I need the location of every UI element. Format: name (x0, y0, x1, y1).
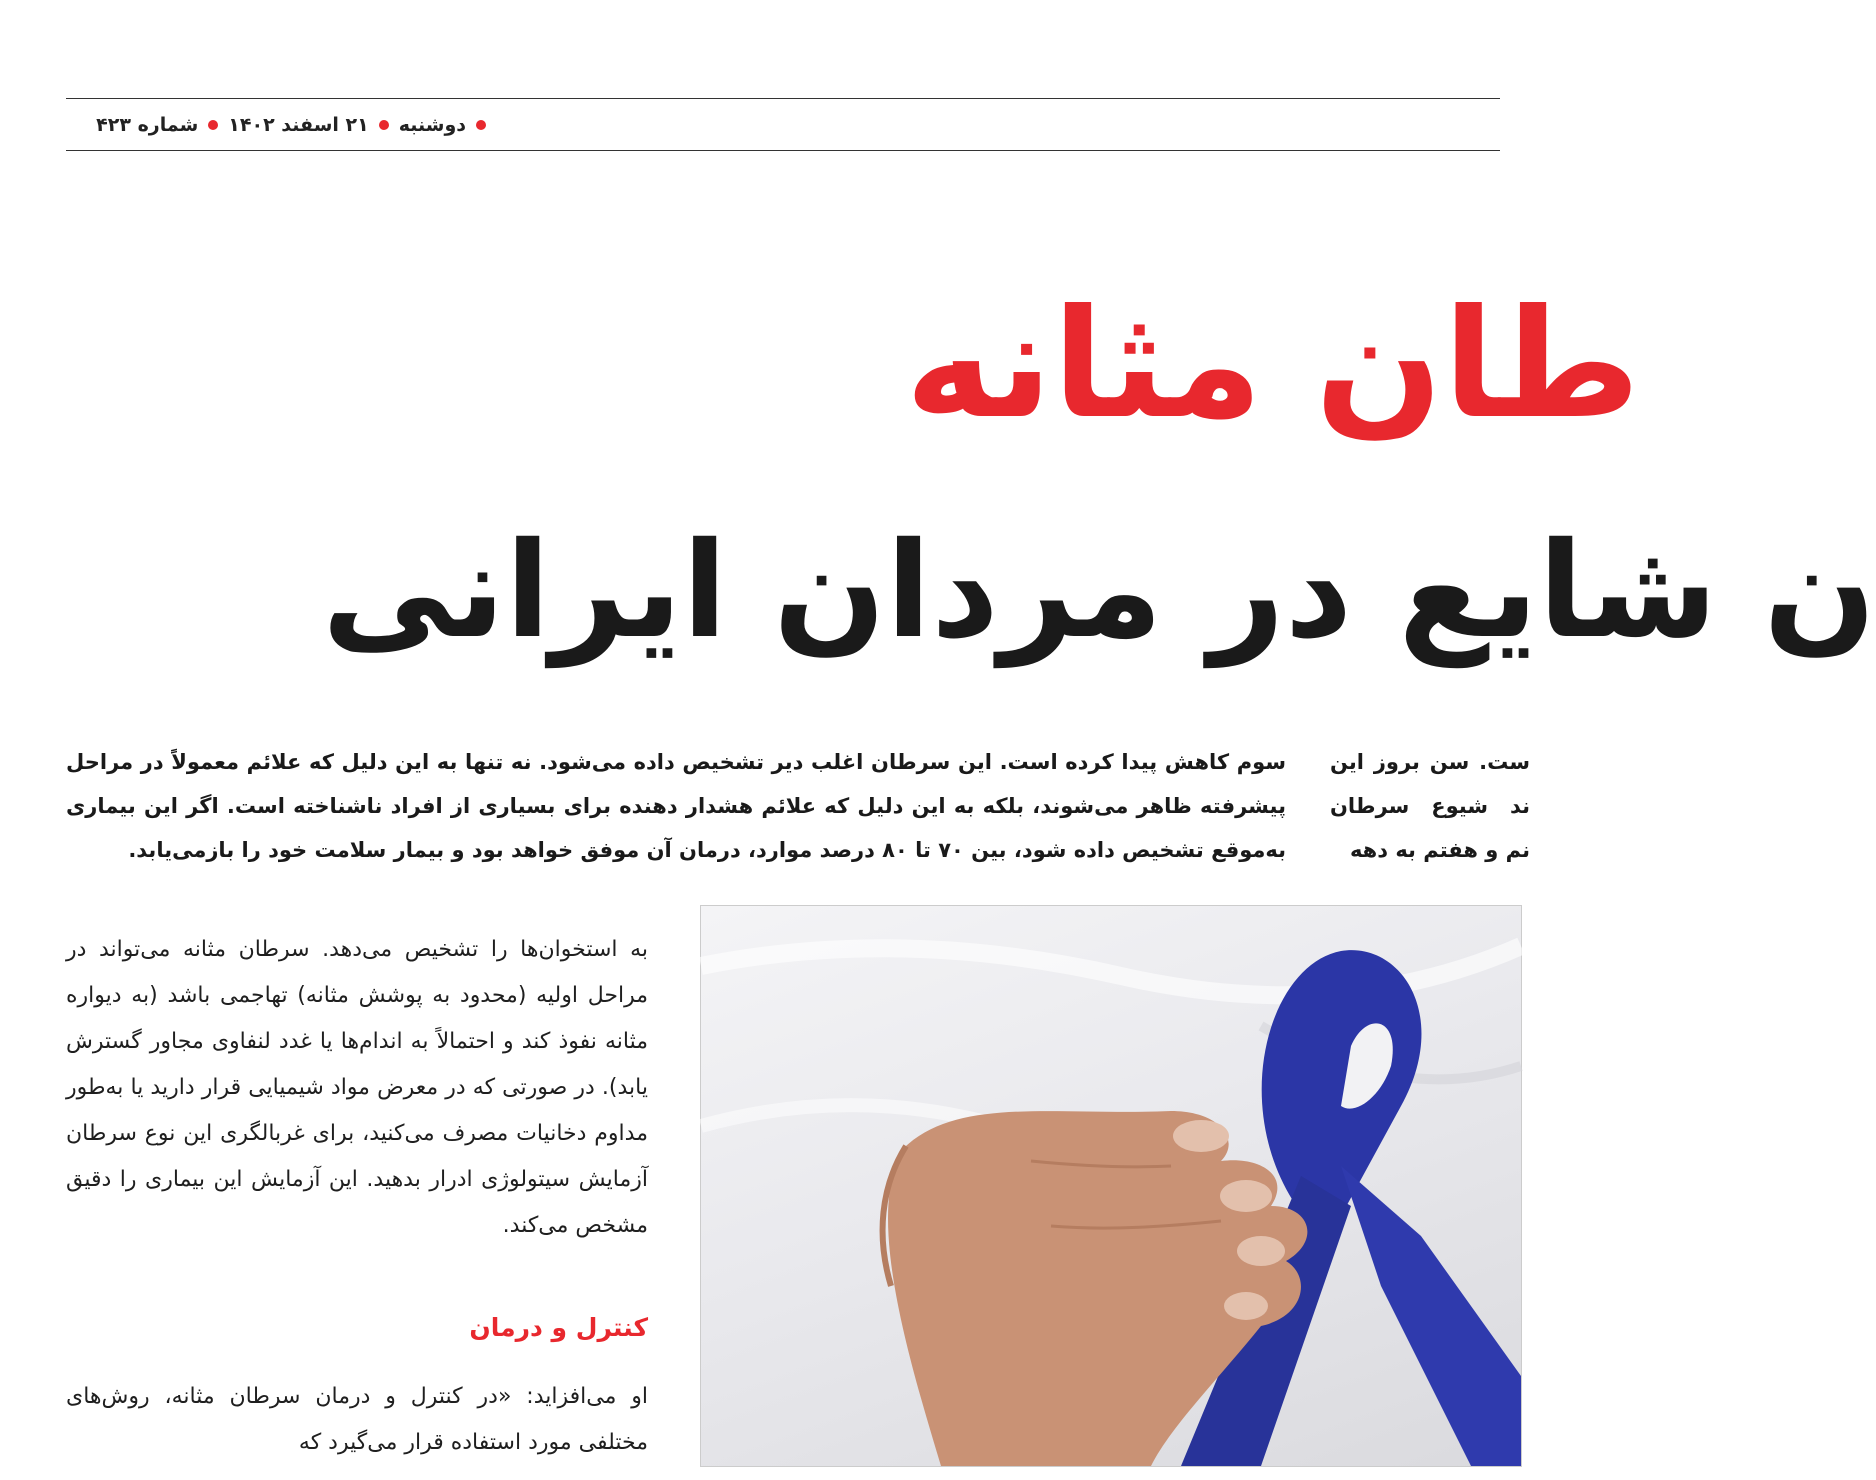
headline-line-2: ن شایع در مردان ایرانی (322, 514, 1876, 668)
header-rule-top (66, 98, 1500, 99)
headline-line-1: طان مثانه (905, 278, 1641, 452)
lead-column-right: ست. سن بروز این ند شیوع سرطان نم و هفتم به دهه (1330, 750, 1530, 862)
body-paragraph-1: به استخوان‌ها را تشخیص می‌دهد. سرطان مثانه می‌تواند در مراحل اولیه (محدود به پوشش مثانه) تهاجمی باشد (به دیواره مثانه نفوذ کند و احتمالاً به اندام‌ها یا غدد لنفاوی مجاور گسترش یابد). در صورتی که در معرض مواد شیمیایی قرار دارید یا به‌طور مداوم دخانیات مصرف می‌کنید، برای غربالگری این نوع سرطان آزمایش سیتولوژی ادرار بدهید. این آزمایش این بیماری را دقیق مشخص می‌کند. (66, 937, 648, 1238)
article-photo (700, 905, 1522, 1467)
issue-info-bar (66, 108, 486, 142)
issue-date: ۲۱ اسفند ۱۴۰۲ (228, 114, 369, 136)
issue-number: شماره ۴۲۳ (96, 114, 199, 136)
blue-ribbon-icon (701, 906, 1521, 1466)
issue-day: دوشنبه (398, 114, 466, 136)
bullet-dot-icon (208, 120, 218, 130)
bullet-dot-icon (476, 120, 486, 130)
bullet-dot-icon (379, 120, 389, 130)
header-rule-bottom (66, 150, 1500, 151)
section-subheading: کنترل و درمان (469, 1313, 648, 1342)
lead-column-left: سوم کاهش پیدا کرده است. این سرطان اغلب دیر تشخیص داده می‌شود. نه تنها به این دلیل که علائم معمولاً در مراحل پیشرفته ظاهر می‌شوند، بلکه به این دلیل که علائم هشدار دهنده برای بسیاری از افراد ناشناخته است. اگر این بیماری به‌موقع تشخیص داده شود، بین ۷۰ تا ۸۰ درصد موارد، درمان آن موفق خواهد بود و بیمار سلامت خود را بازمی‌یابد. (66, 750, 1286, 862)
body-paragraph-2: او می‌افزاید: «در کنترل و درمان سرطان مثانه، روش‌های مختلفی مورد استفاده قرار می‌گیرد که (66, 1384, 648, 1455)
